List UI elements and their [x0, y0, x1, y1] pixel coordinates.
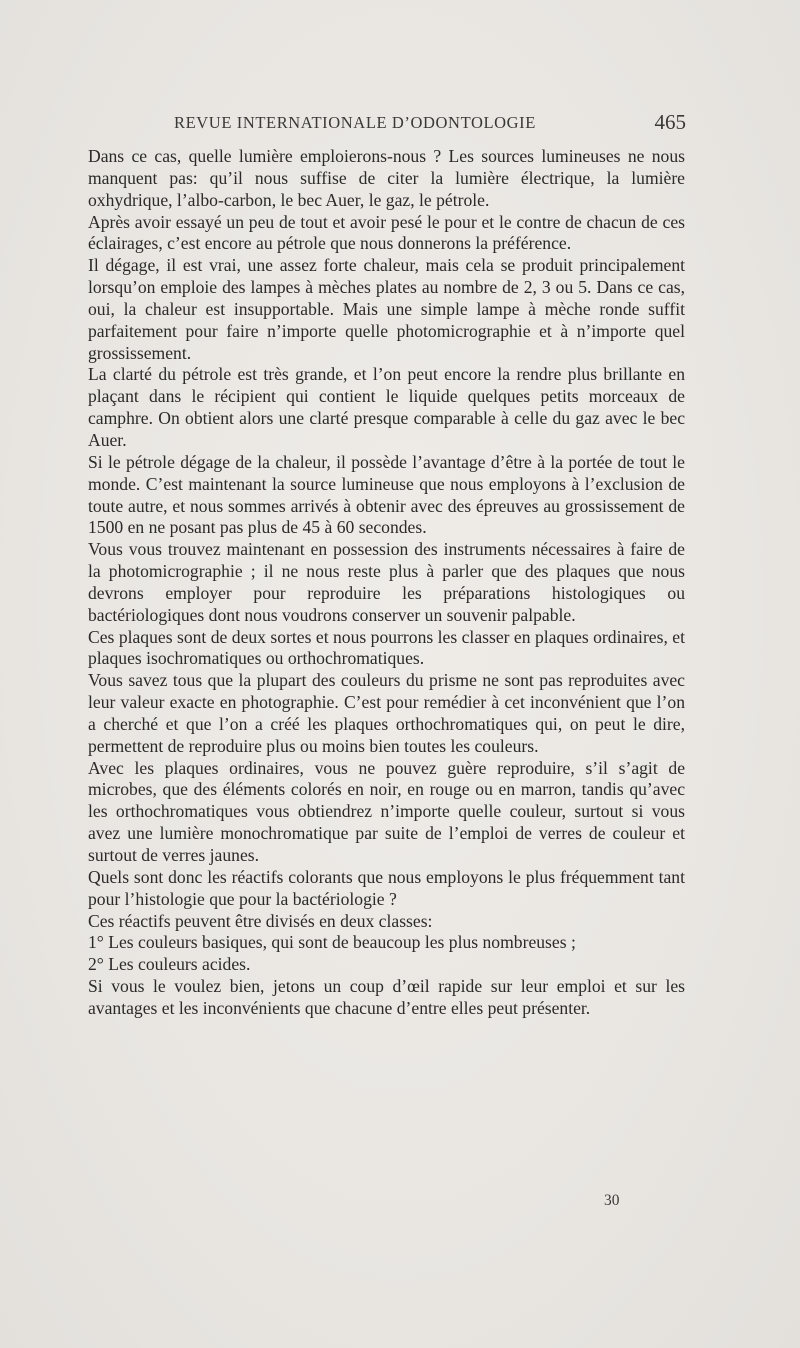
list-item: 1° Les couleurs basiques, qui sont de beaucoup les plus nombreuses ;: [88, 932, 576, 953]
page-number: 465: [654, 110, 686, 134]
paragraph: Si vous le voulez bien, jetons un coup d’œil rapide sur leur emploi et sur les avantages et les inconvénients que chacune d’entre elles peut présenter.: [88, 976, 685, 1018]
body-text: [88, 146, 685, 1020]
paragraph: Vous vous trouvez maintenant en possession des instruments nécessaires à faire de la photomicrographie ; il ne nous reste plus à parler que des plaques que nous devrons employer pour reproduire les préparations histologiques ou bactériologiques dont nous voudrons conserver un souvenir palpable.: [88, 539, 685, 625]
paragraph: Ces réactifs peuvent être divisés en deux classes:: [88, 910, 433, 931]
journal-title: REVUE INTERNATIONALE D’ODONTOLOGIE: [174, 113, 536, 132]
list-item: 2° Les couleurs acides.: [88, 954, 251, 975]
paragraph: Il dégage, il est vrai, une assez forte chaleur, mais cela se produit principalement lorsqu’on emploie des lampes à mèches plates au nombre de 2, 3 ou 5. Dans ce cas, oui, la chaleur est insupportable. Mais une simple lampe à mèche ronde suffit parfaitement pour faire n’importe quelle photomicrographie et à n’importe quel grossissement.: [88, 255, 685, 363]
paragraph: La clarté du pétrole est très grande, et l’on peut encore la rendre plus brillante en plaçant dans le récipient qui contient le liquide quelques petits morceaux de camphre. On obtient alors une clarté presque comparable à celle du gaz avec le bec Auer.: [88, 364, 685, 450]
paragraph: Vous savez tous que la plupart des couleurs du prisme ne sont pas reproduites avec leur valeur exacte en photographie. C’est pour remédier à cet inconvénient que l’on a cherché et que l’on a créé les plaques orthochromatiques qui, on peut le dire, permettent de reproduire plus ou moins bien toutes les couleurs.: [88, 670, 685, 756]
paragraph: Quels sont donc les réactifs colorants que nous employons le plus fréquemment tant pour l’histologie que pour la bactériologie ?: [88, 866, 685, 909]
signature-mark: 30: [604, 1192, 620, 1209]
running-header: [174, 110, 686, 137]
paragraph: Avec les plaques ordinaires, vous ne pouvez guère reproduire, s’il s’agit de microbes, que des éléments colorés en noir, en rouge ou en marron, tandis qu’avec les orthochromatiques vous obtiendrez n’importe quelle couleur, surtout si vous avez une lumière monochromatique par suite de l’emploi de verres de couleur et surtout de verres jaunes.: [88, 757, 685, 865]
paragraph: Si le pétrole dégage de la chaleur, il possède l’avantage d’être à la portée de tout le monde. C’est maintenant la source lumineuse que nous employons à l’exclusion de toute autre, et nous sommes arrivés à obtenir avec des épreuves au grossissement de 1500 en ne posant pas plus de 45 à 60 secondes.: [88, 451, 685, 538]
paragraph: Dans ce cas, quelle lumière emploierons-nous ? Les sources lumineuses ne nous manquent pas: qu’il nous suffise de citer la lumière électrique, la lumière oxhydrique, l’albo-carbon, le bec Auer, le gaz, le pétrole.: [88, 146, 685, 210]
paragraph: Ces plaques sont de deux sortes et nous pourrons les classer en plaques ordinaires, et plaques isochromatiques ou orthochromatiques.: [88, 626, 685, 669]
paragraph: Après avoir essayé un peu de tout et avoir pesé le pour et le contre de chacun de ces éclairages, c’est encore au pétrole que nous donnerons la préférence.: [88, 211, 685, 254]
